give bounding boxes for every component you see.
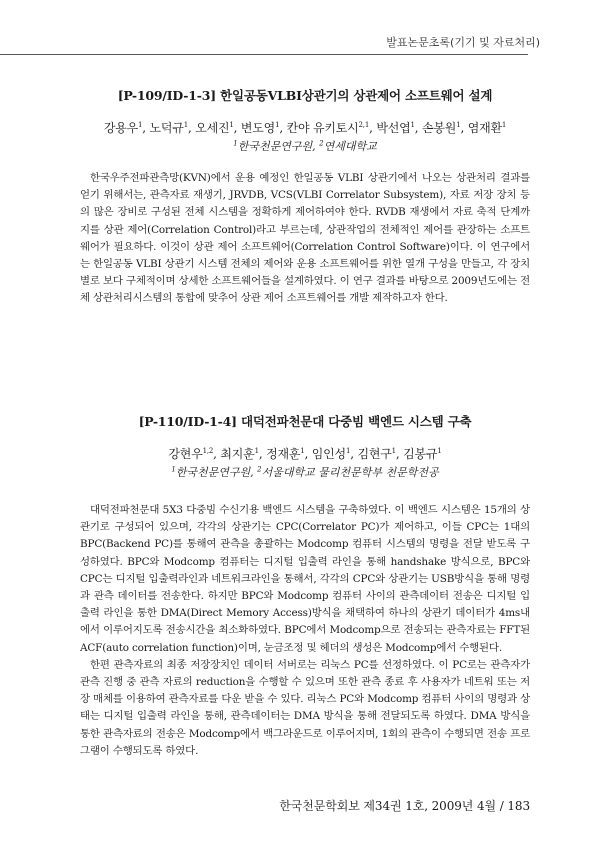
author-name: 오세진 — [195, 121, 230, 135]
author-sup: 2,1 — [358, 121, 370, 129]
author-name: 정재훈 — [266, 447, 301, 461]
abstract-paragraph: 한편 관측자료의 최종 저장장치인 데이터 서버로는 리눅스 PC를 선정하였다. 이 PC로는 관측자가 관측 진행 중 관측 자료의 reduction을 수행할 수 있으며 또한 관측 종료 후 사용자가 네트워 또는 저장 매체를 이용하여 관측자료를 다운 받을 수 있다. 리눅스 PC와 Modcomp 컴퓨터 사이의 명령과 상태는 디지털 입출력 라인을 통해, 관측데이터는 DMA 방식을 통해 전달되도록 하였다. DMA 방식을 통한 관측자료의 전송은 Modcomp에서 백그라운드로 이루어지며, 1회의 관측이 수행되면 전송 프로그램이 수행되도록 하였다. — [80, 658, 530, 757]
author-sup: 1 — [300, 447, 305, 455]
author-sup: 1 — [410, 121, 415, 129]
author-name: 노덕규 — [149, 121, 184, 135]
author-name: 박선엽 — [376, 121, 411, 135]
author-sup: 1 — [183, 121, 188, 129]
affil-sup: 2 — [257, 465, 262, 474]
affil-sup: 2 — [319, 139, 324, 148]
author-name: 강현우 — [168, 447, 203, 461]
affiliation-line — [80, 138, 530, 154]
author-sup: 1 — [345, 447, 351, 455]
author-name: 김봉규 — [403, 447, 438, 461]
author-sup: 1 — [275, 121, 280, 129]
affil-sup: 1 — [171, 465, 176, 474]
author-sup: 1 — [229, 121, 234, 129]
author-sup: 1 — [138, 121, 143, 129]
affil-name: 한국천문연구원, — [237, 140, 320, 153]
affil-sup: 1 — [233, 139, 238, 148]
abstract-title: [P-109/ID-1-3] 한일공동VLBI상관기의 상관제어 소프트웨어 설계 — [117, 88, 493, 103]
running-head: 발표논문초록(기기 및 자료처리) — [386, 36, 540, 49]
author-name: 김현구 — [357, 447, 392, 461]
author-sup: 1 — [254, 447, 259, 455]
author-name: 강용우 — [103, 121, 139, 135]
header-rule — [0, 54, 528, 55]
author-name: 최지훈 — [220, 447, 255, 461]
abstract-p109 — [80, 86, 530, 308]
abstract-paragraph: 한국우주전파관측망(KVN)에서 운용 예정인 한일공동 VLBI 상관기에서 나오는 상관처리 결과를 얻기 위해서는, 관측자료 재생기, JRVDB, VCS(VLBI Correlator Subsystem), 자료 저장 장치 등의 많은 장비로 구성된 전체 시스템을 정확하게 제어하여야 한다. RVDB 재생에서 자료 축적 단계까지를 상관 제어(Correlation Control)라고 부르는데, 상관작업의 전체적인 제어를 관장하는 소프트웨어가 필요하다. 이것이 상관 제어 소프트웨어(Correlation Control Software)이다. 이 연구에서는 한일공동 VLBI 상관기 시스템 전체의 제어와 운용 소프트웨어를 위한 열개 구성을 만들고, 각 장치별로 보다 구체적이며 상세한 소프트웨어들을 설계하였다. 이 연구 결과를 바탕으로 2009년도에는 전체 상관처리시스템의 통합에 맞추어 상관 제어 소프트웨어를 개발 제작하고자 한다. — [80, 172, 530, 305]
author-name: 염재환 — [467, 121, 502, 135]
author-sup: 1 — [456, 121, 461, 129]
author-sup: 1,2 — [202, 447, 214, 455]
abstract-body — [80, 170, 530, 308]
abstract-paragraph: 대덕전파천문대 5X3 다중빔 수신기용 백엔드 시스템을 구축하였다. 이 백엔드 시스템은 15개의 상관기로 구성되어 있으며, 각각의 상관기는 CPC(Correlator PC)가 제어하고, 이들 CPC는 1대의 BPC(Backend PC)를 통해여 관측을 총괄하는 Modcomp 컴퓨터 시스템의 명령을 전달 받도록 구성하였다. BPC와 Modcomp 컴퓨터는 디지털 입출력 라인을 통해 handshake 방식으로, BPC와 CPC는 디지털 입출력라인과 네트워크라인을 통해서, 각각의 CPC와 상관기는 USB방식을 통해 명령과 관측 데이터를 전송한다. 하지만 BPC와 Modcomp 컴퓨터 사이의 관측데이터 전송은 디지털 입출력 라인을 통한 DMA(Direct Memory Access)방식을 채택하여 하나의 상관기 데이터가 4ms내에서 이루어지도록 전송시간을 최소화하였다. BPC에서 Modcomp으로 전송되는 관측자료는 FFT된 ACF(auto correlation function)이며, 눈금조정 및 헤더의 생성은 Modcomp에서 수행된다. — [80, 504, 530, 654]
journal-footer: 한국천문학회보 제34권 1호, 2009년 4월 / 183 — [279, 799, 530, 813]
author-name: 칸야 유키토시 — [286, 121, 359, 135]
author-list: 강현우$^{1,2}$, 최지훈$^1$, 정재훈$^1$, 임인성$^1$, 김현구$^1$, 김봉규$^1$ — [168, 447, 442, 461]
affiliation-line — [80, 464, 530, 480]
abstract-title: [P-110/ID-1-4] 대덕전파천문대 다중빔 백엔드 시스템 구축 — [138, 414, 472, 429]
author-name: 변도영 — [240, 121, 276, 135]
author-sup: 1 — [501, 121, 507, 129]
author-sup: 1 — [437, 447, 442, 455]
affil-name: 연세대학교 — [323, 140, 377, 153]
author-name: 손봉원 — [422, 121, 457, 135]
affil-name: 한국천문연구원, — [175, 466, 258, 479]
author-name: 임인성 — [311, 447, 346, 461]
author-sup: 1 — [391, 447, 396, 455]
abstract-body — [80, 502, 530, 760]
affil-name: 서울대학교 물리천문학부 천문학전공 — [261, 466, 439, 479]
abstract-p110 — [80, 412, 530, 760]
author-list: 강용우$^1$, 노덕규$^1$, 오세진$^1$, 변도영$^1$, 칸야 유키토시$^{2,1}$, 박선엽$^1$, 손봉원$^1$, 염재환$^1$ — [103, 121, 507, 135]
